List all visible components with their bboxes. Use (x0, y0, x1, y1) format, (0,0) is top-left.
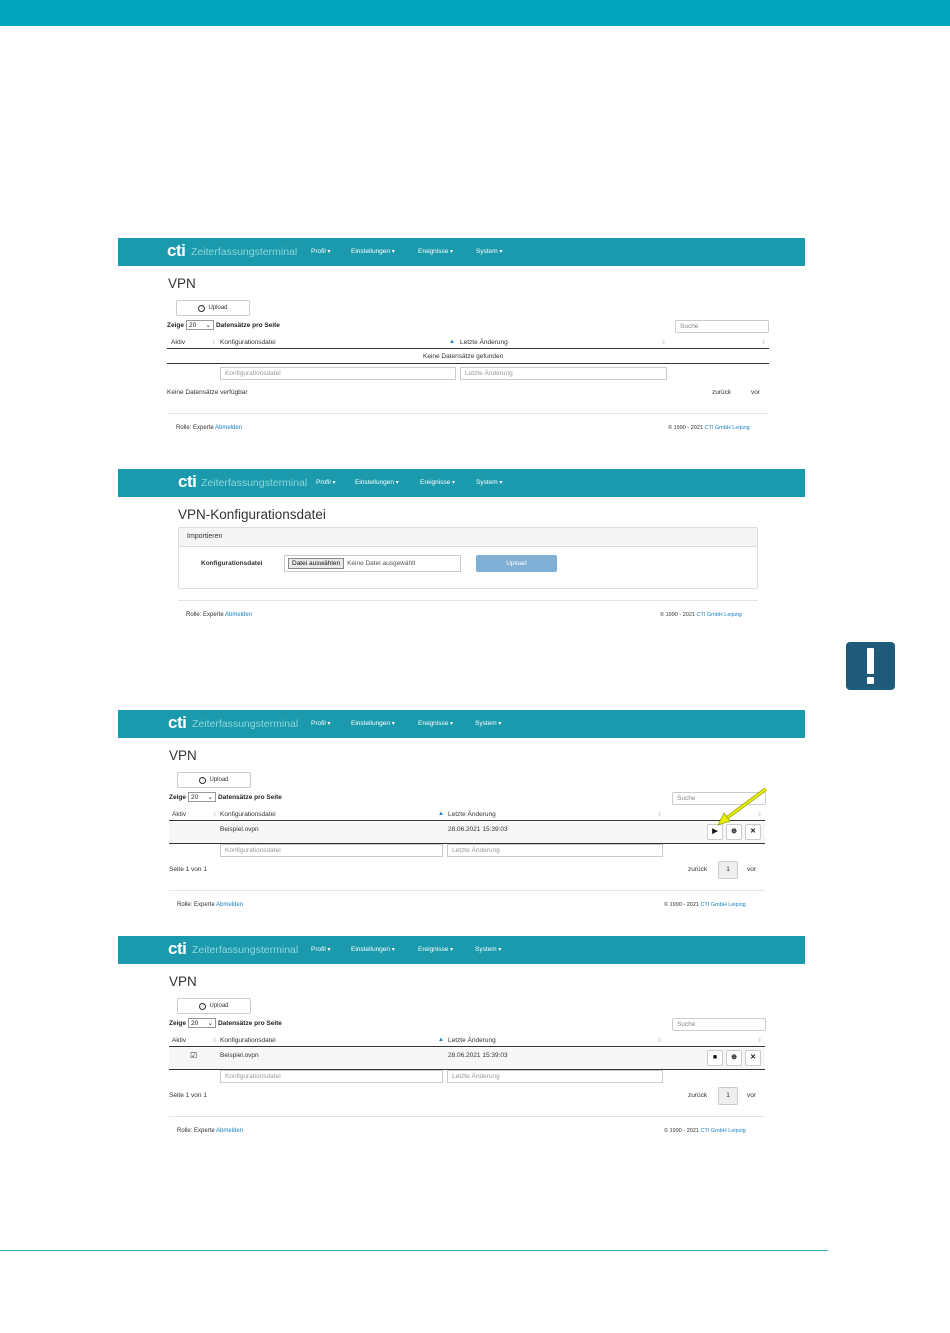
sort-icon: ⇕ (212, 1038, 218, 1044)
filter-letzte-aenderung[interactable]: Letzte Änderung (447, 844, 663, 857)
page-size-select[interactable]: 20 ⌄ (186, 320, 214, 330)
sort-asc-icon: ▲ (449, 339, 455, 345)
menu-system[interactable]: System ▾ (475, 946, 501, 953)
menu-system[interactable]: System ▾ (476, 248, 502, 255)
upload-icon: ↑ (199, 1003, 206, 1010)
import-panel (178, 527, 758, 589)
footer-copyright: © 1990 - 2021 CTI GmbH Leipzig (664, 1128, 746, 1134)
cti-logo[interactable]: cti (167, 241, 186, 260)
play-icon: ▶ (712, 828, 718, 835)
page-bottom-rule (0, 1250, 828, 1251)
table-header (169, 809, 765, 821)
page-title: VPN (169, 974, 197, 989)
search-input[interactable]: Suche (672, 792, 766, 805)
menu-profil[interactable]: Profil ▾ (311, 248, 331, 255)
table-row[interactable] (169, 822, 765, 844)
pager-prev[interactable]: zurück (688, 866, 708, 873)
brand-name[interactable]: Zeiterfassungsterminal (192, 718, 299, 730)
active-check-icon: ☑ (190, 1051, 198, 1060)
upload-submit-button[interactable]: Upload (476, 555, 557, 572)
chevron-down-icon: ⌄ (207, 1020, 213, 1027)
company-link[interactable]: CTI GmbH Leipzig (704, 425, 750, 431)
upload-button[interactable]: ↑ Upload (176, 300, 250, 316)
table-info: Seite 1 von 1 (169, 866, 207, 873)
empty-table-row: Keine Datensätze gefunden (167, 350, 769, 364)
footer-copyright: © 1990 - 2021 CTI GmbH Leipzig (660, 612, 742, 618)
table-header (167, 337, 769, 349)
menu-profil[interactable]: Profil ▾ (311, 720, 331, 727)
search-input[interactable]: Suche (672, 1018, 766, 1031)
company-link[interactable]: CTI GmbH Leipzig (700, 1128, 746, 1134)
sort-asc-icon: ▲ (438, 811, 444, 817)
brand-name[interactable]: Zeiterfassungsterminal (201, 477, 308, 489)
navbar (118, 238, 805, 266)
col-letzte-aenderung[interactable]: Letzte Änderung (448, 1037, 496, 1044)
table-row[interactable] (169, 1048, 765, 1070)
delete-button[interactable] (745, 1050, 761, 1066)
col-aktiv[interactable]: Aktiv (171, 339, 186, 346)
choose-file-button[interactable]: Datei auswählen (288, 558, 344, 569)
footer-copyright: © 1990 - 2021 CTI GmbH Leipzig (664, 902, 746, 908)
menu-ereignisse[interactable]: Ereignisse ▾ (418, 720, 453, 727)
col-letzte-aenderung[interactable]: Letzte Änderung (460, 339, 508, 346)
navbar (118, 469, 805, 497)
page-length-control: Zeige 20 ⌄ Datensätze pro Seite (167, 321, 280, 329)
stop-icon: ■ (712, 1054, 718, 1061)
search-input[interactable]: Suche (675, 320, 769, 333)
download-icon: ⊕ (731, 828, 737, 835)
pager-prev[interactable]: zurück (712, 389, 732, 396)
pager-prev[interactable]: zurück (688, 1092, 708, 1099)
filter-konfigurationsdatei[interactable]: Konfigurationsdatei (220, 367, 456, 380)
screenshot-vpn-empty (118, 238, 805, 438)
col-aktiv[interactable]: Aktiv (172, 811, 187, 818)
footer-role: Rolle: Experte Abmelden (186, 612, 253, 618)
delete-icon: ✕ (750, 1054, 756, 1061)
delete-icon: ✕ (750, 828, 756, 835)
company-link[interactable]: CTI GmbH Leipzig (696, 612, 742, 618)
download-icon: ⊕ (731, 1054, 737, 1061)
navbar (118, 710, 805, 738)
menu-system[interactable]: System ▾ (476, 479, 502, 486)
page-length-control: Zeige 20 ⌄ Datensätze pro Seite (169, 793, 282, 801)
pager-next[interactable]: vor (747, 866, 757, 873)
company-link[interactable]: CTI GmbH Leipzig (700, 902, 746, 908)
navbar (118, 936, 805, 964)
col-letzte-aenderung[interactable]: Letzte Änderung (448, 811, 496, 818)
upload-icon: ↑ (199, 777, 206, 784)
menu-einstellungen[interactable]: Einstellungen ▾ (351, 720, 395, 727)
menu-einstellungen[interactable]: Einstellungen ▾ (355, 479, 399, 486)
no-file-text: Keine Datei ausgewählt (347, 560, 416, 567)
menu-profil[interactable]: Profil ▾ (316, 479, 336, 486)
footer-divider (167, 413, 769, 414)
col-konfigurationsdatei[interactable]: Konfigurationsdatei (220, 811, 276, 818)
col-aktiv[interactable]: Aktiv (172, 1037, 187, 1044)
logout-link[interactable]: Abmelden (216, 1128, 244, 1134)
screenshot-vpn-active (118, 936, 805, 1141)
sort-icon: ⇕ (757, 1038, 763, 1044)
menu-system[interactable]: System ▾ (475, 720, 501, 727)
col-konfigurationsdatei[interactable]: Konfigurationsdatei (220, 1037, 276, 1044)
sort-icon: ⇕ (757, 812, 763, 818)
footer-divider (178, 600, 758, 601)
page-size-select[interactable]: 20 ⌄ (188, 792, 216, 802)
menu-profil[interactable]: Profil ▾ (311, 946, 331, 953)
logout-link[interactable]: Abmelden (216, 902, 244, 908)
row-file: Beispiel.ovpn (220, 1052, 259, 1059)
chevron-down-icon: ⌄ (205, 322, 211, 329)
footer-role: Rolle: Experte Abmelden (176, 425, 243, 431)
footer-role: Rolle: Experte Abmelden (177, 902, 244, 908)
sort-icon: ⇕ (212, 812, 218, 818)
pager-page-1[interactable]: 1 (718, 1087, 738, 1105)
pager-next[interactable]: vor (751, 389, 761, 396)
pager-page-1[interactable]: 1 (718, 861, 738, 879)
footer-divider (169, 890, 765, 891)
page-top-bar (0, 0, 950, 26)
filter-konfigurationsdatei[interactable]: Konfigurationsdatei (220, 844, 443, 857)
page-title: VPN-Konfigurationsdatei (178, 507, 326, 522)
page-title: VPN (169, 748, 197, 763)
screenshot-vpn-inactive (118, 710, 805, 915)
table-info: Seite 1 von 1 (169, 1092, 207, 1099)
cti-logo[interactable]: cti (168, 939, 187, 958)
menu-einstellungen[interactable]: Einstellungen ▾ (351, 946, 395, 953)
row-date: 28.06.2021 15:39:03 (448, 826, 508, 833)
footer-copyright: © 1990 - 2021 CTI GmbH Leipzig (668, 425, 750, 431)
row-file: Beispiel.ovpn (220, 826, 259, 833)
panel-heading: Importieren (179, 528, 757, 547)
upload-button[interactable]: ↑ Upload (177, 998, 251, 1014)
sort-icon: ⇕ (657, 1038, 663, 1044)
chevron-down-icon: ⌄ (207, 794, 213, 801)
important-note-icon (846, 642, 895, 690)
cti-logo[interactable]: cti (178, 472, 197, 491)
page-title: VPN (168, 276, 196, 291)
upload-icon: ↑ (198, 305, 205, 312)
sort-icon: ⇕ (657, 812, 663, 818)
upload-button[interactable]: ↑ Upload (177, 772, 251, 788)
page-length-control: Zeige 20 ⌄ Datensätze pro Seite (169, 1019, 282, 1027)
sort-icon: ⇕ (211, 340, 217, 346)
file-input[interactable] (284, 555, 461, 572)
menu-ereignisse[interactable]: Ereignisse ▾ (418, 248, 453, 255)
download-button[interactable] (726, 1050, 742, 1066)
screenshot-vpn-import (118, 469, 805, 629)
menu-ereignisse[interactable]: Ereignisse ▾ (420, 479, 455, 486)
pager-next[interactable]: vor (747, 1092, 757, 1099)
col-konfigurationsdatei[interactable]: Konfigurationsdatei (220, 339, 276, 346)
table-header (169, 1035, 765, 1047)
filter-konfigurationsdatei[interactable]: Konfigurationsdatei (220, 1070, 443, 1083)
sort-icon: ⇕ (661, 340, 667, 346)
field-label: Konfigurationsdatei (201, 560, 263, 567)
logout-link[interactable]: Abmelden (225, 612, 253, 618)
sort-icon: ⇕ (761, 340, 767, 346)
logout-link[interactable]: Abmelden (215, 425, 243, 431)
brand-name[interactable]: Zeiterfassungsterminal (192, 944, 299, 956)
filter-letzte-aenderung[interactable]: Letzte Änderung (447, 1070, 663, 1083)
brand-name[interactable]: Zeiterfassungsterminal (191, 246, 298, 258)
stop-button[interactable] (707, 1050, 723, 1066)
footer-divider (169, 1116, 765, 1117)
row-date: 28.06.2021 15:39:03 (448, 1052, 508, 1059)
highlight-arrow (714, 786, 770, 828)
menu-ereignisse[interactable]: Ereignisse ▾ (418, 946, 453, 953)
table-info: Keine Datensätze verfügbar (167, 389, 248, 396)
page-size-select[interactable]: 20 ⌄ (188, 1018, 216, 1028)
sort-asc-icon: ▲ (438, 1037, 444, 1043)
footer-role: Rolle: Experte Abmelden (177, 1128, 244, 1134)
menu-einstellungen[interactable]: Einstellungen ▾ (351, 248, 395, 255)
filter-letzte-aenderung[interactable]: Letzte Änderung (460, 367, 667, 380)
cti-logo[interactable]: cti (168, 713, 187, 732)
